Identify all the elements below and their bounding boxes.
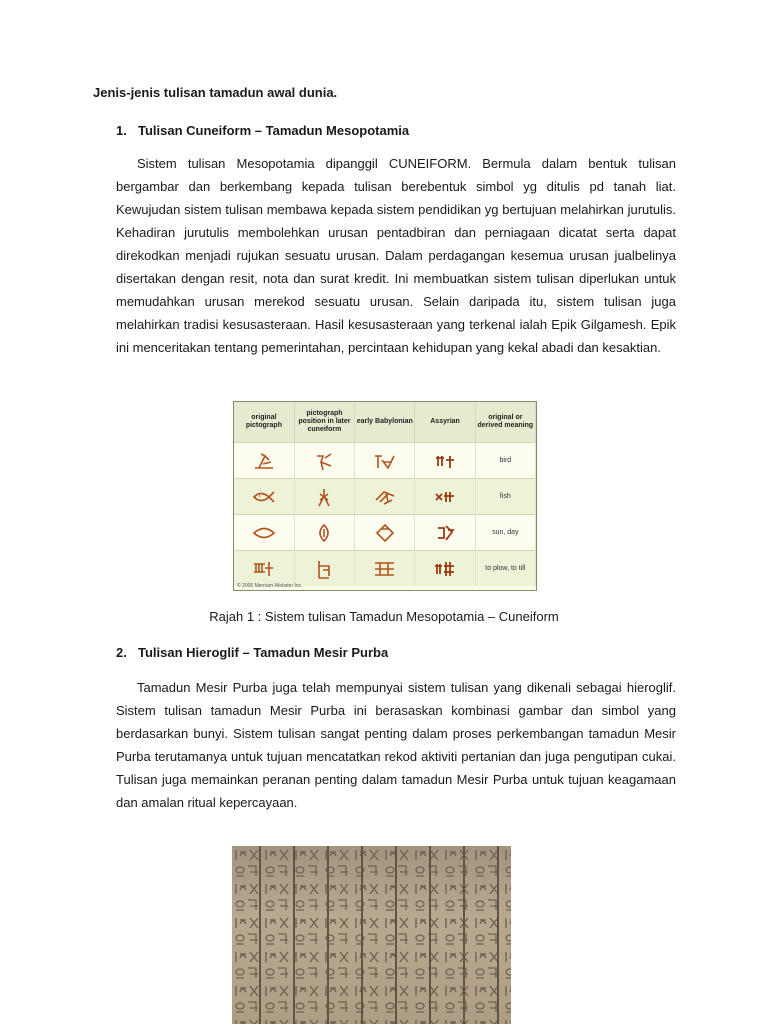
plow-later-cuneiform-icon [311, 558, 337, 580]
table-row [234, 479, 536, 515]
section-1-text: Sistem tulisan Mesopotamia dipanggil CUNEIFORM. Bermula dalam bentuk tulisan bergambar dan berkembang kepada tulisan berebentuk simbol yg ditulis pd tanah liat. Kewujudan sistem tulisan membawa kepada sistem pendidikan yg bertujuan melahirkan jurutulis. Kehadiran jurutulis membolehkan urusan pentadbiran dan perniagaan dicatat serta dapat direkodkan menjadi rujukan sesuatu urusan. Dalam perdagangan kesemua urusan jualbelinya disertakan dengan resit, nota dan surat kredit. Ini membuatkan sistem tulisan diperlukan untuk memudahkan urusan merekod sesuatu urusan. Selain daripada itu, sistem tulisan juga melahirkan tradisi kesusasteraan. Hasil kesusasteraan yang terkenal ialah Epik Gilgamesh. Epik ini menceritakan tentang pemerintahan, percintaan kehidupan yang kekal abadi dan kesaktian. [116, 156, 676, 355]
fish-babylonian-icon [372, 486, 398, 508]
cuneiform-table [234, 402, 536, 586]
document-title: Jenis-jenis tulisan tamadun awal dunia. [93, 85, 338, 100]
sun-babylonian-icon [372, 522, 398, 544]
header-original-pictograph: original pictograph [234, 402, 294, 443]
fish-later-cuneiform-icon [311, 486, 337, 508]
section-1-paragraph [116, 152, 676, 359]
sun-pictograph-icon [251, 522, 277, 544]
meaning-bird: bird [475, 443, 535, 479]
table-row [234, 551, 536, 587]
table-row [234, 443, 536, 479]
plow-babylonian-icon [372, 558, 398, 580]
bird-assyrian-icon [432, 450, 458, 472]
bird-pictograph-icon [251, 450, 277, 472]
header-meaning: original or derived meaning [475, 402, 535, 443]
hieroglyph-photo [232, 846, 511, 1024]
hieroglyph-carvings-icon [232, 846, 511, 1024]
section-2-title: Tulisan Hieroglif – Tamadun Mesir Purba [138, 645, 389, 660]
fish-pictograph-icon [251, 486, 277, 508]
header-later-cuneiform: pictograph position in later cuneiform [294, 402, 354, 443]
fish-assyrian-icon [432, 486, 458, 508]
meaning-to-plow: to plow, to till [475, 551, 535, 587]
figure-copyright: © 2006 Merriam-Webster Inc. [237, 583, 303, 589]
section-1-heading [116, 123, 409, 138]
section-1-title: Tulisan Cuneiform – Tamadun Mesopotamia [138, 123, 410, 138]
plow-pictograph-icon [251, 558, 277, 580]
plow-assyrian-icon [432, 558, 458, 580]
figure-1-caption: Rajah 1 : Sistem tulisan Tamadun Mesopotamia – Cuneiform [209, 609, 559, 624]
bird-babylonian-icon [372, 450, 398, 472]
section-1-number: 1. [116, 123, 127, 138]
section-2-heading [116, 645, 388, 660]
bird-later-cuneiform-icon [311, 450, 337, 472]
meaning-fish: fish [475, 479, 535, 515]
cuneiform-figure [233, 401, 537, 591]
sun-assyrian-icon [432, 522, 458, 544]
section-2-text: Tamadun Mesir Purba juga telah mempunyai sistem tulisan yang dikenali sebagai hieroglif. Sistem tulisan tamadun Mesir Purba ini berasaskan kombinasi gambar dan simbol yang berdasarkan bunyi. Sistem tulisan sangat penting dalam proses perkembangan tamadun Mesir Purba terutamanya untuk tujuan mencatatkan rekod aktiviti pertanian dan juga pengutipan cukai. Tulisan juga memainkan peranan penting dalam tamadun Mesir Purba untuk tujuan keagamaan dan amalan ritual kepercayaan. [116, 680, 676, 810]
section-2-number: 2. [116, 645, 127, 660]
header-early-babylonian: early Babylonian [355, 402, 415, 443]
table-row [234, 515, 536, 551]
section-2-paragraph [116, 676, 676, 814]
sun-later-cuneiform-icon [311, 522, 337, 544]
meaning-sun-day: sun, day [475, 515, 535, 551]
header-assyrian: Assyrian [415, 402, 475, 443]
